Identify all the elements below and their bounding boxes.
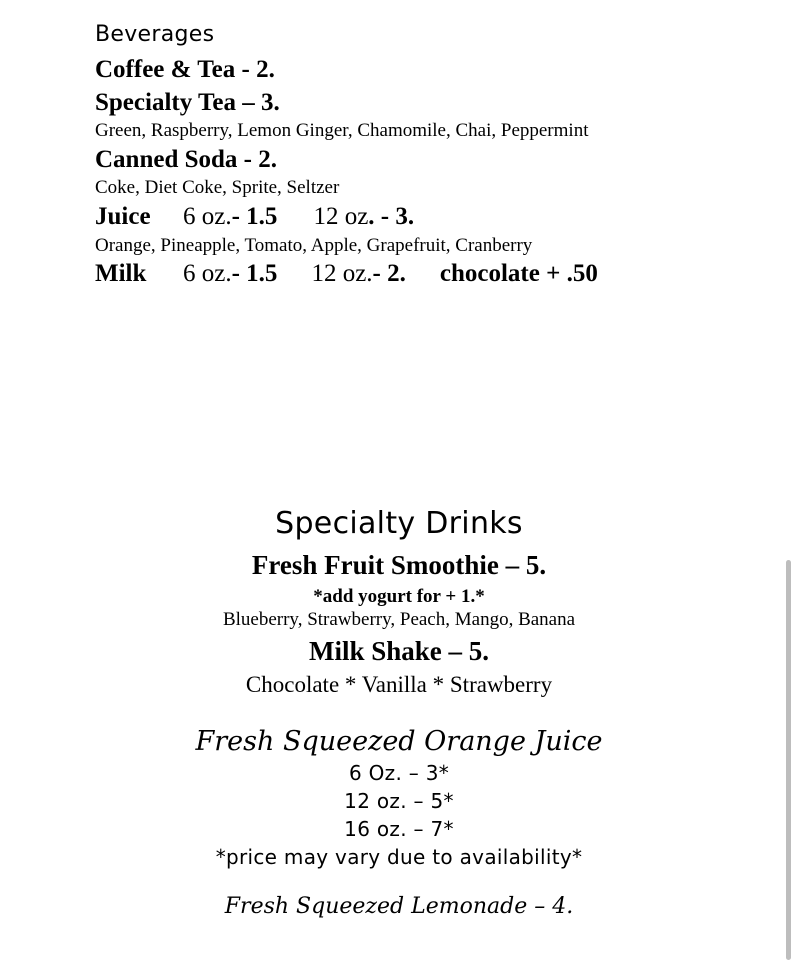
milkshake-flavors: Chocolate * Vanilla * Strawberry bbox=[245, 672, 553, 697]
beverages-heading: Beverages bbox=[95, 22, 215, 47]
milk-label: Milk bbox=[95, 260, 147, 287]
specialty-drinks-heading: Specialty Drinks bbox=[275, 506, 523, 541]
juice-large-price: . - 3. bbox=[368, 203, 415, 230]
smoothie-item: Fresh Fruit Smoothie – 5. bbox=[251, 550, 547, 580]
orange-juice-6oz: 6 Oz. – 3* bbox=[348, 761, 450, 785]
milk-small-size: 6 oz. bbox=[183, 260, 232, 287]
yogurt-note: *add yogurt for + 1.* bbox=[313, 586, 485, 607]
lemonade-item: Fresh Squeezed Lemonade – 4. bbox=[224, 894, 574, 919]
milk-small-price: - 1.5 bbox=[231, 260, 278, 287]
juice-small-size: 6 oz. bbox=[183, 203, 232, 230]
orange-juice-heading: Fresh Squeezed Orange Juice bbox=[195, 726, 603, 757]
milk-chocolate-addon: chocolate + .50 bbox=[439, 260, 598, 287]
coffee-tea-item: Coffee & Tea - 2. bbox=[95, 56, 275, 83]
specialty-tea-flavors: Green, Raspberry, Lemon Ginger, Chamomile, Chai, Peppermint bbox=[95, 120, 589, 141]
milk-row bbox=[95, 260, 598, 288]
specialty-tea-item: Specialty Tea – 3. bbox=[95, 89, 280, 116]
scrollbar[interactable] bbox=[786, 560, 791, 960]
juice-large-size: 12 oz bbox=[313, 203, 369, 230]
orange-juice-16oz: 16 oz. – 7* bbox=[344, 817, 454, 841]
orange-juice-12oz: 12 oz. – 5* bbox=[344, 789, 454, 813]
smoothie-flavors: Blueberry, Strawberry, Peach, Mango, Banana bbox=[222, 609, 576, 630]
milkshake-item: Milk Shake – 5. bbox=[308, 636, 490, 666]
juice-small-price: - 1.5 bbox=[231, 203, 278, 230]
juice-row bbox=[95, 203, 414, 231]
milk-large-price: - 2. bbox=[372, 260, 406, 287]
canned-soda-item: Canned Soda - 2. bbox=[95, 146, 277, 173]
juice-flavors: Orange, Pineapple, Tomato, Apple, Grapefruit, Cranberry bbox=[95, 235, 533, 256]
milk-large-size: 12 oz. bbox=[311, 260, 373, 287]
price-availability-note: *price may vary due to availability* bbox=[215, 845, 583, 869]
soda-flavors: Coke, Diet Coke, Sprite, Seltzer bbox=[95, 177, 340, 198]
juice-label: Juice bbox=[95, 203, 151, 230]
